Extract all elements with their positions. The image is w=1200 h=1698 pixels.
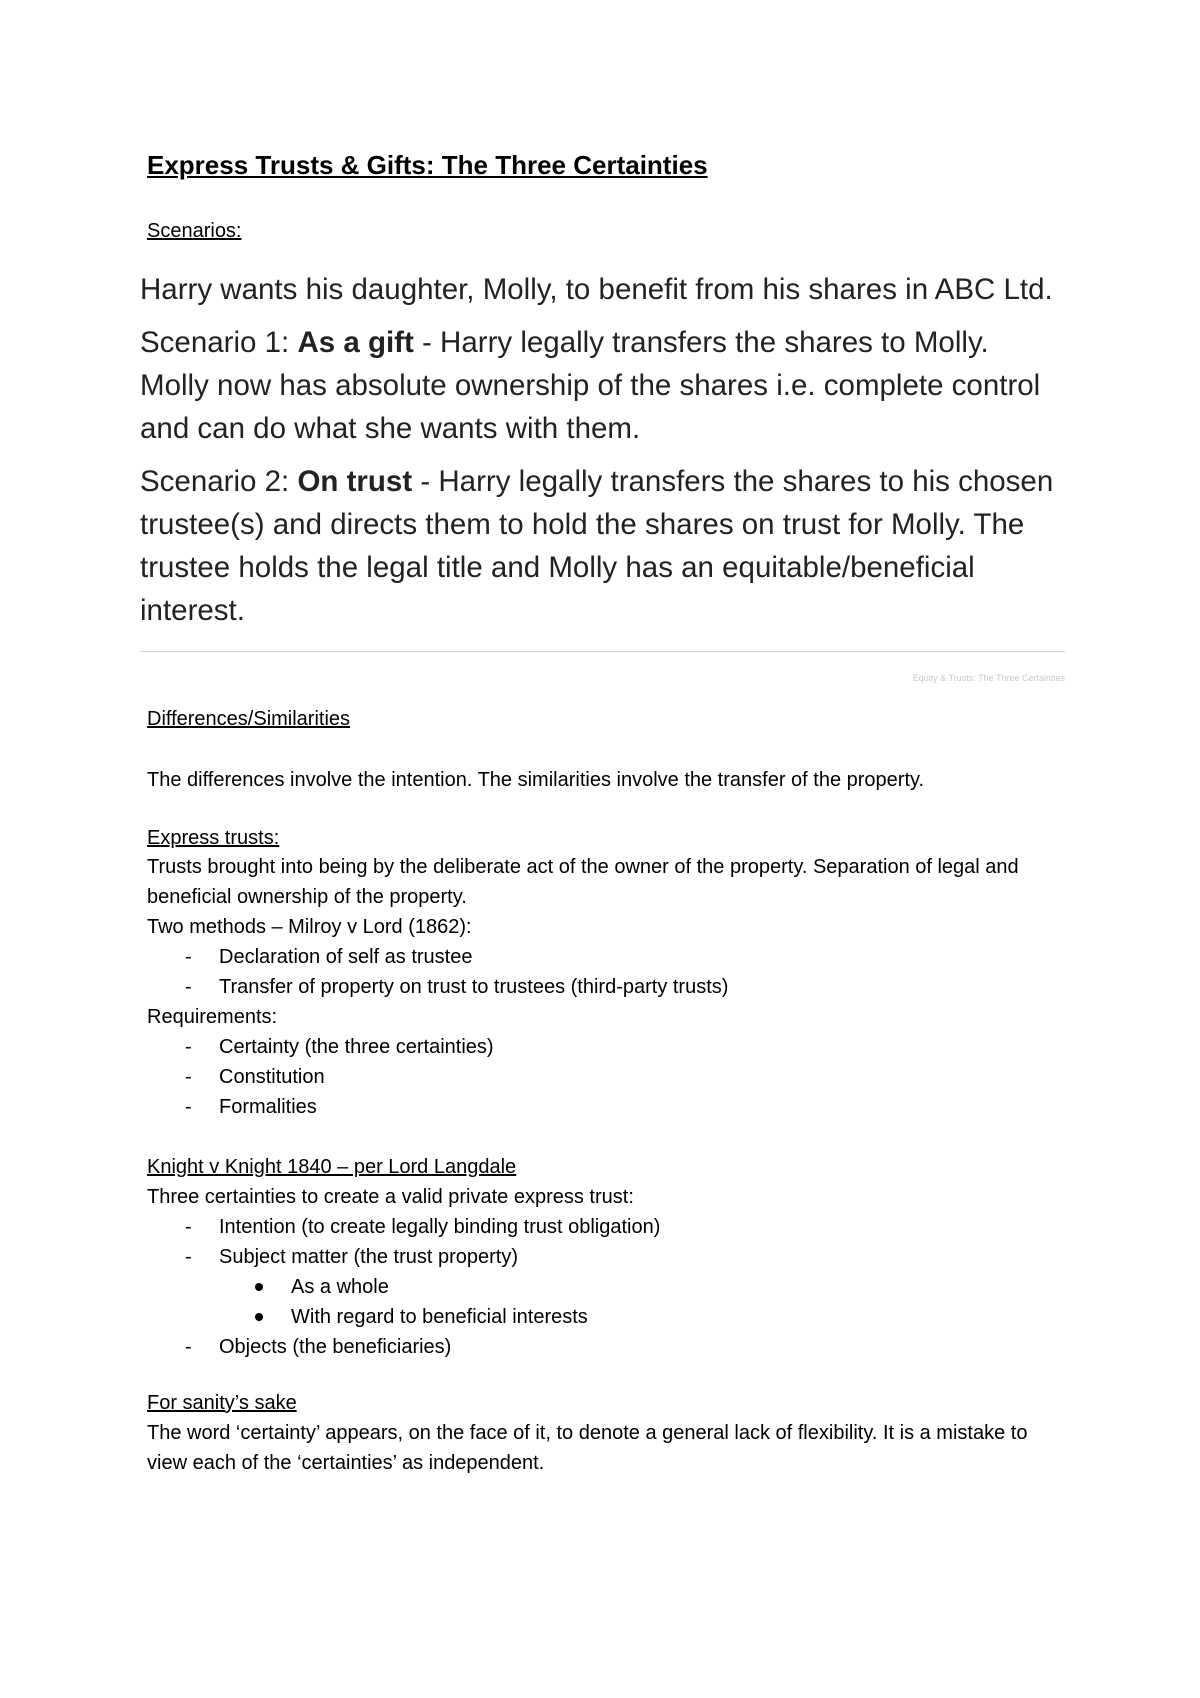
slide-footer: Equity & Trusts: The Three Certainties [912,673,1065,683]
methods-intro: Two methods – Milroy v Lord (1862): [147,916,472,938]
express-trusts-heading: Express trusts: [147,827,280,849]
sanity-heading: For sanity’s sake [147,1392,297,1414]
knight-body [147,1182,1067,1362]
subject-matter-sublist [219,1272,1067,1332]
slide-scenario-1: Scenario 1: As a gift - Harry legally transfers the shares to Molly. Molly now has absolute ownership of the shares i.e. complete control and can do what she wants with them. [140,326,1041,445]
requirements-list [147,1032,1067,1122]
embedded-slide [140,268,1065,683]
list-item: - Certainty (the three certainties) [185,1036,494,1058]
express-trusts-definition: Trusts brought into being by the deliberate act of the owner of the property. Separation of legal and beneficial ownership of the property. [147,856,1019,908]
list-item: - Constitution [185,1066,325,1088]
list-item: As a whole [219,1272,1067,1302]
requirements-intro: Requirements: [147,1006,278,1028]
knight-heading: Knight v Knight 1840 – per Lord Langdale [147,1156,517,1178]
slide-intro: Harry wants his daughter, Molly, to benefit from his shares in ABC Ltd. [140,273,1053,306]
list-item: - Objects (the beneficiaries) [185,1336,452,1358]
slide-bottom-rule [140,651,1065,652]
list-item: - Declaration of self as trustee [185,946,473,968]
sanity-text: The word ‘certainty’ appears, on the face of it, to denote a general lack of flexibility. It is a mistake to view each of the ‘certainties’ as independent. [147,1422,1028,1474]
list-item: - Formalities [185,1096,317,1118]
certainties-list [147,1212,1067,1362]
knight-intro: Three certainties to create a valid private express trust: [147,1186,634,1208]
list-item: - Subject matter (the trust property) As a whole With regard to beneficial interests [147,1242,1067,1332]
list-item: With regard to beneficial interests [219,1302,1067,1332]
list-item: - Intention (to create legally binding trust obligation) [185,1216,661,1238]
slide-scenario-2: Scenario 2: On trust - Harry legally transfers the shares to his chosen trustee(s) and directs them to hold the shares on trust for Molly. The trustee holds the legal title and Molly has an equitable/beneficial interest. [140,465,1054,627]
express-trusts-body [147,852,1067,1122]
differences-heading: Differences/Similarities [147,708,351,730]
methods-list [147,942,1067,1002]
list-item: - Transfer of property on trust to trustees (third-party trusts) [185,976,729,998]
document-title: Express Trusts & Gifts: The Three Certainties [147,150,708,180]
differences-text: The differences involve the intention. The similarities involve the transfer of the property. [147,769,925,791]
scenarios-heading: Scenarios: [147,220,242,242]
